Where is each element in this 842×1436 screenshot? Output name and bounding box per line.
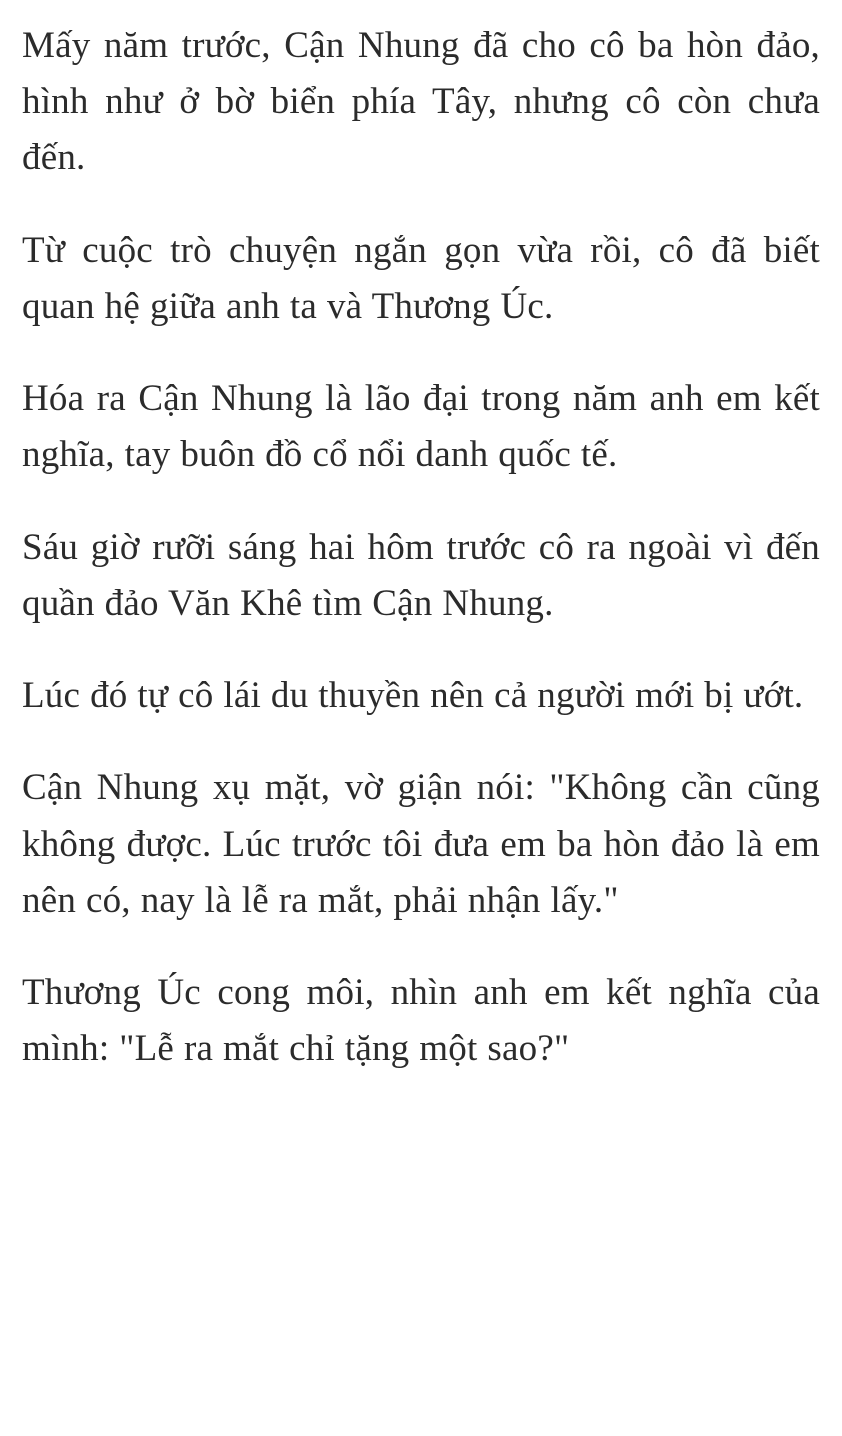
paragraph: Hóa ra Cận Nhung là lão đại trong năm anh em kết nghĩa, tay buôn đồ cổ nổi danh quốc tế. xyxy=(22,378,820,476)
paragraph: Lúc đó tự cô lái du thuyền nên cả người mới bị ướt. xyxy=(22,675,804,717)
paragraph: Cận Nhung xụ mặt, vờ giận nói: "Không cần cũng không được. Lúc trước tôi đưa em ba hòn đảo là em nên có, nay là lễ ra mắt, phải nhận lấy." xyxy=(22,767,820,921)
paragraph: Thương Úc cong môi, nhìn anh em kết nghĩa của mình: "Lễ ra mắt chỉ tặng một sao?" xyxy=(22,972,820,1070)
paragraph: Từ cuộc trò chuyện ngắn gọn vừa rồi, cô đã biết quan hệ giữa anh ta và Thương Úc. xyxy=(22,229,820,327)
paragraph: Sáu giờ rưỡi sáng hai hôm trước cô ra ngoài vì đến quần đảo Văn Khê tìm Cận Nhung. xyxy=(22,526,820,624)
paragraph: Mấy năm trước, Cận Nhung đã cho cô ba hòn đảo, hình như ở bờ biển phía Tây, nhưng cô còn chưa đến. xyxy=(22,25,820,179)
